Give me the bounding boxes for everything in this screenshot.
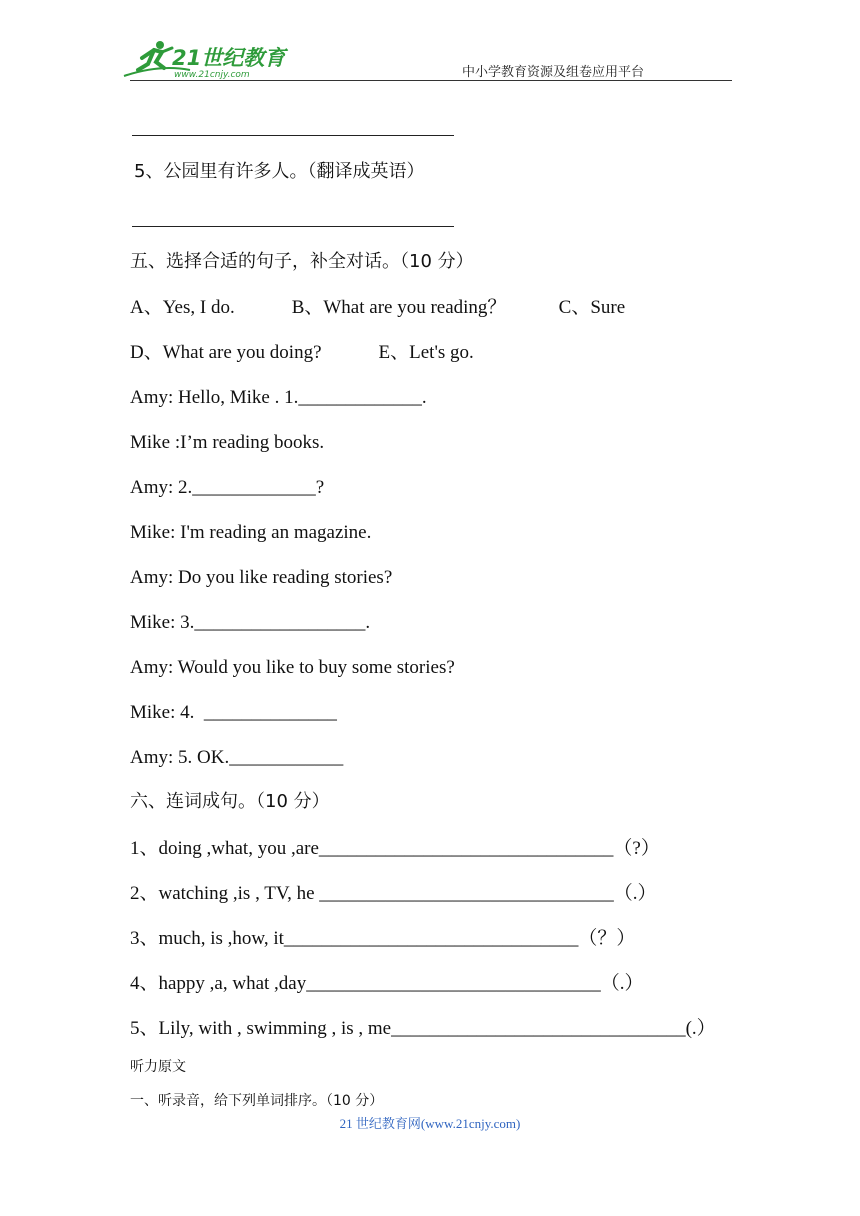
dialogue-line: Mike: 3.__________________. (130, 612, 371, 633)
section-6-title: 六、连词成句。（10 分） (130, 791, 330, 812)
dialogue-line: Amy: 5. OK.____________ (130, 747, 344, 768)
options-row-1: A、Yes, I do. B、What are you reading？ C、Sure (130, 297, 626, 318)
page-footer: 21 世纪教育网(www.21cnjy.com) (339, 1116, 521, 1131)
reorder-item: 3、much, is ,how, it_______________________________（？） (130, 928, 636, 949)
answer-line (132, 135, 454, 136)
reorder-item: 5、Lily, with , swimming , is , me_______________________________(.） (130, 1018, 716, 1039)
dialogue-line: Amy: Hello, Mike . 1._____________. (130, 387, 427, 408)
dialogue-line: Mike: 4. ______________ (130, 702, 337, 723)
question-translate-5: 5、公园里有许多人。（翻译成英语） (134, 161, 425, 182)
header-divider (130, 80, 732, 81)
header-subtitle: 中小学教育资源及组卷应用平台 (461, 64, 644, 79)
page-header (120, 36, 732, 82)
dialogue-line: Amy: 2._____________? (130, 477, 325, 498)
dialogue-line: Mike :I’m reading books. (130, 432, 325, 453)
answer-line (132, 226, 454, 227)
logo-text: 21世纪教育 (172, 46, 286, 70)
logo-url: www.21cnjy.com (174, 70, 250, 80)
reorder-item: 4、happy ,a, what ,day_______________________________（.） (130, 973, 644, 994)
dialogue-line: Amy: Do you like reading stories? (130, 567, 393, 588)
listening-title: 听力原文 (130, 1059, 186, 1075)
dialogue-line: Amy: Would you like to buy some stories? (130, 657, 455, 678)
reorder-item: 2、watching ,is , TV, he _______________________________（.） (130, 883, 657, 904)
section-5-title: 五、选择合适的句子，补全对话。（10 分） (130, 251, 474, 272)
listening-section-1: 一、听录音，给下列单词排序。（10 分） (130, 1093, 384, 1109)
logo-21cnjy (120, 36, 290, 82)
reorder-item: 1、doing ,what, you ,are_______________________________（?） (130, 838, 660, 859)
dialogue-line: Mike: I'm reading an magazine. (130, 522, 372, 543)
options-row-2: D、What are you doing? E、Let's go. (130, 342, 474, 363)
